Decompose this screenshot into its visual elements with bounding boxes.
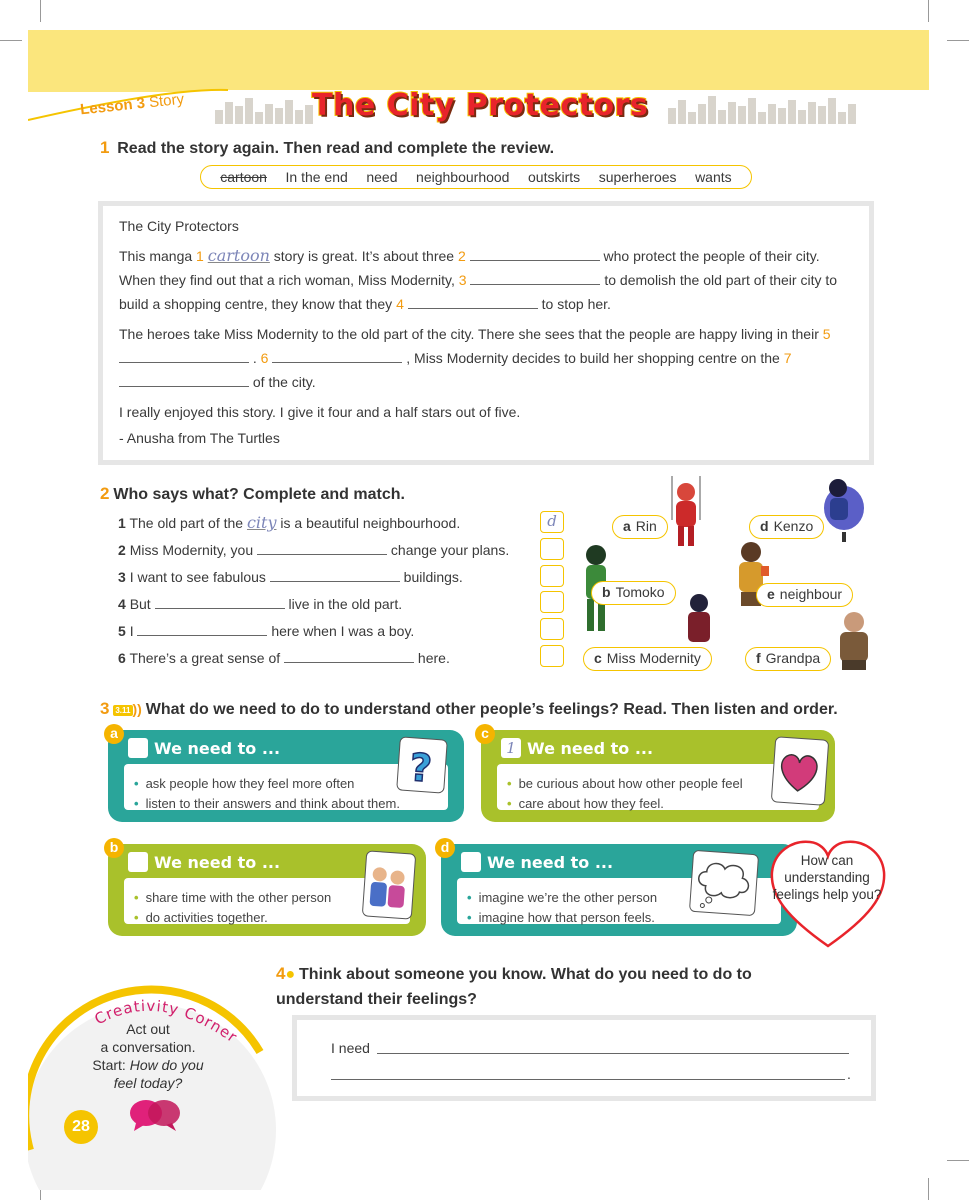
crop-mark <box>40 0 41 22</box>
skyline-right <box>668 94 856 124</box>
card-b: We need to ... • share time with the other person • do activities together. <box>108 844 426 936</box>
crop-mark <box>928 1178 929 1200</box>
card-a: We need to ... • ask people how they feel more often • listen to their answers and think about them. ? <box>108 730 464 822</box>
review-signature: - Anusha from The Turtles <box>119 430 280 446</box>
list-item: • care about how they feel. <box>507 794 743 814</box>
svg-text:Creativity Corner: Creativity Corner <box>91 996 241 1047</box>
character-grandpa[interactable]: f Grandpa <box>745 647 831 671</box>
crop-mark <box>947 1160 969 1161</box>
grandpa-illustration <box>832 610 876 670</box>
word-chip: wants <box>695 169 732 185</box>
svg-text:?: ? <box>408 745 434 791</box>
match-item: 2 Miss Modernity, you change your plans. <box>118 542 510 558</box>
miss-modernity-illustration <box>682 593 716 645</box>
word-chip: In the end <box>285 169 348 185</box>
friends-icon <box>362 850 416 919</box>
order-box-c[interactable]: 1 <box>501 738 521 758</box>
list-item: • imagine how that person feels. <box>467 908 657 928</box>
character-kenzo[interactable]: d Kenzo <box>749 515 824 539</box>
match-item: 4 But live in the old part. <box>118 596 403 612</box>
review-paragraph-1: This manga 1 cartoon story is great. It’s about three 2 who protect the people of their city. When they find out that a rich woman, Miss Modernity, 3 to demolish the old part of their city to build a shopping centre, they know that they 4 to stop her. <box>119 246 838 312</box>
card-b-badge: b <box>104 838 124 858</box>
match-blank-6[interactable] <box>284 650 414 663</box>
review-paragraph-3: I really enjoyed this story. I give it four and a half stars out of five. <box>119 404 521 420</box>
card-b-list <box>134 888 331 928</box>
lesson-label: Lesson 3 Story <box>79 90 185 119</box>
list-item: • ask people how they feel more often <box>134 774 400 794</box>
word-chip: outskirts <box>528 169 581 185</box>
audio-icon[interactable]: 3.11 <box>115 705 131 715</box>
answer-box-1[interactable]: d <box>540 511 564 533</box>
skyline-left <box>215 94 313 124</box>
q4-heading: 4● Think about someone you know. What do you need to do to understand their feelings? <box>276 964 752 1008</box>
list-item: • do activities together. <box>134 908 331 928</box>
order-box-d[interactable] <box>461 852 481 872</box>
match-item: 3 I want to see fabulous buildings. <box>118 569 463 585</box>
match-blank-2[interactable] <box>257 542 387 555</box>
character-rin[interactable]: a Rin <box>612 515 668 539</box>
page-number: 28 <box>64 1110 98 1144</box>
heart-callout-text: How can understanding feelings help you? <box>772 853 882 902</box>
card-d-badge: d <box>435 838 455 858</box>
blank-7[interactable] <box>119 373 249 387</box>
answer-1[interactable]: cartoon <box>207 246 270 265</box>
match-blank-3[interactable] <box>270 569 400 582</box>
q1-heading: 1 Read the story again. Then read and complete the review. <box>100 138 555 157</box>
card-d-list <box>467 888 657 928</box>
word-chip: need <box>366 169 398 185</box>
write-line-2[interactable] <box>331 1079 845 1080</box>
card-c: 1 We need to ... • be curious about how other people feel • care about how they feel. <box>481 730 835 822</box>
match-answer-1[interactable]: city <box>246 513 277 532</box>
blank-5[interactable] <box>119 349 249 363</box>
blank-4[interactable] <box>408 295 538 309</box>
speech-bubbles-icon <box>128 1097 184 1135</box>
blank-3[interactable] <box>470 271 600 285</box>
writing-box <box>292 1015 876 1101</box>
blank-6[interactable] <box>272 349 402 363</box>
word-chip: superheroes <box>598 169 677 185</box>
match-item: 5 I here when I was a boy. <box>118 623 415 639</box>
thought-bubble-icon <box>689 850 759 916</box>
word-box <box>200 165 752 189</box>
blank-2[interactable] <box>470 247 600 261</box>
sound-waves-icon: )) <box>132 701 142 717</box>
crop-mark <box>947 40 969 41</box>
card-d: We need to ... • imagine we’re the other person • imagine how that person feels. <box>441 844 797 936</box>
card-a-badge: a <box>104 724 124 744</box>
lightbulb-icon: ● <box>285 966 296 983</box>
rin-illustration <box>662 476 710 550</box>
write-prompt: I need <box>331 1040 370 1056</box>
review-heading: The City Protectors <box>119 218 239 234</box>
review-box <box>98 201 874 465</box>
match-item: 1 The old part of the city is a beautiful neighbourhood. <box>118 513 461 532</box>
order-box-b[interactable] <box>128 852 148 872</box>
crop-mark <box>928 0 929 22</box>
match-blank-5[interactable] <box>137 623 267 636</box>
answer-box-4[interactable] <box>540 591 564 613</box>
answer-box-5[interactable] <box>540 618 564 640</box>
q3-heading: 3 3.11 )) What do we need to do to understand other people’s feelings? Read. Then listen and order. <box>100 699 838 718</box>
character-miss-modernity[interactable]: c Miss Modernity <box>583 647 712 671</box>
character-neighbour[interactable]: e neighbour <box>756 583 853 607</box>
match-item: 6 There’s a great sense of here. <box>118 650 450 666</box>
card-c-list <box>507 774 743 814</box>
heart-icon <box>771 736 829 806</box>
word-chip: neighbourhood <box>416 169 510 185</box>
creativity-text: Act out a conversation. Start: How do you feel today? <box>92 1021 204 1091</box>
card-c-badge: c <box>475 724 495 744</box>
q2-heading: 2 Who says what? Complete and match. <box>100 484 405 503</box>
write-period: . <box>847 1066 851 1082</box>
kenzo-illustration <box>820 474 868 542</box>
answer-box-3[interactable] <box>540 565 564 587</box>
list-item: • imagine we’re the other person <box>467 888 657 908</box>
match-list <box>118 509 509 672</box>
page-title: The City Protectors <box>312 88 649 123</box>
question-mark-icon <box>396 736 448 793</box>
write-line-1[interactable] <box>377 1053 849 1054</box>
word-chip: cartoon <box>220 169 267 185</box>
order-box-a[interactable] <box>128 738 148 758</box>
character-tomoko[interactable]: b Tomoko <box>591 581 676 605</box>
crop-mark <box>0 40 22 41</box>
answer-box-6[interactable] <box>540 645 564 667</box>
review-paragraph-2: The heroes take Miss Modernity to the old part of the city. There she sees that the people are happy living in their 5 . 6 , Miss Modernity decides to build her shopping centre on the 7 of the city. <box>119 326 831 390</box>
list-item: • share time with the other person <box>134 888 331 908</box>
match-blank-4[interactable] <box>155 596 285 609</box>
list-item: • listen to their answers and think about them. <box>134 794 400 814</box>
card-a-list <box>134 774 400 814</box>
answer-box-2[interactable] <box>540 538 564 560</box>
list-item: • be curious about how other people feel <box>507 774 743 794</box>
